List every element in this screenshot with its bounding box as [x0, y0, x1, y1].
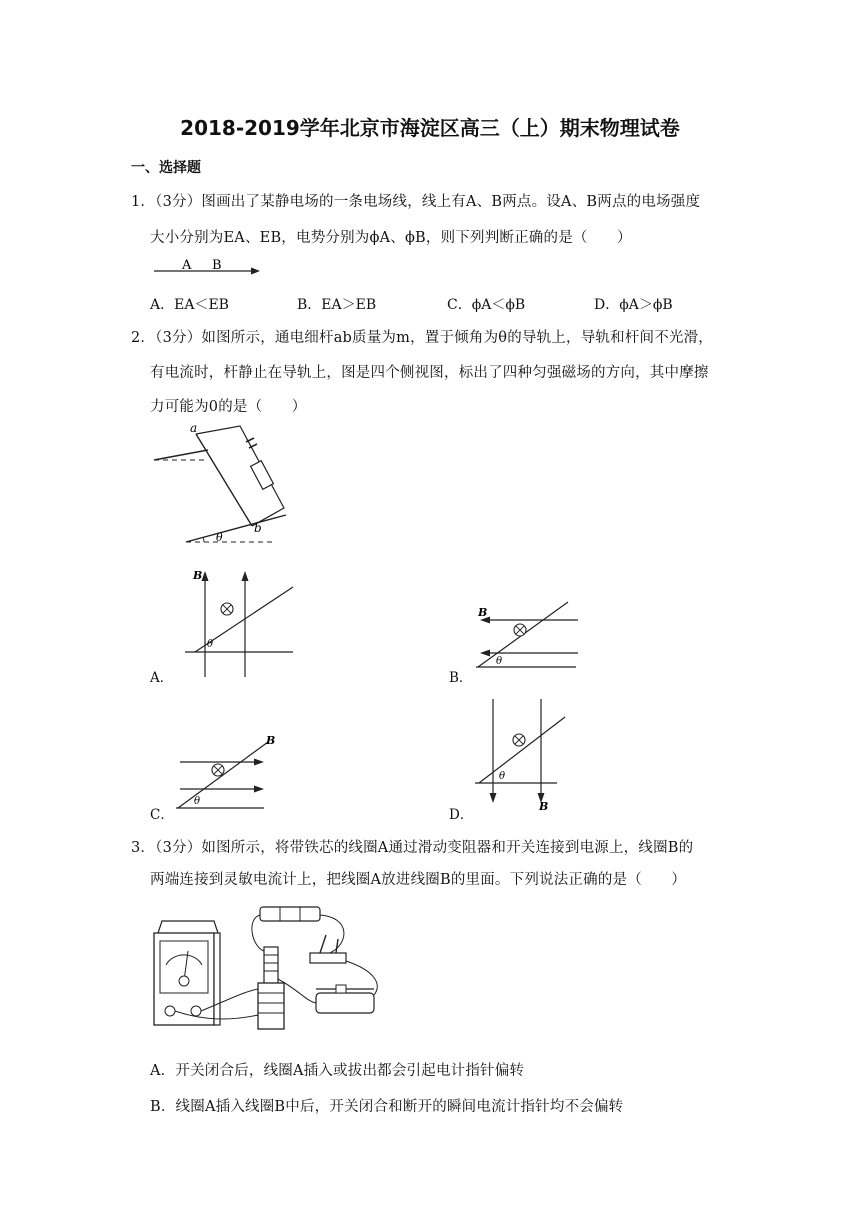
- arrow-up-icon: [202, 571, 209, 581]
- q2-figure-a: [175, 565, 305, 683]
- point-b-label: B: [212, 258, 222, 273]
- galvanometer: [154, 921, 220, 1025]
- rheostat: [316, 985, 374, 1013]
- switch: [310, 935, 346, 963]
- q1-text-line1: 1．（3分）图画出了某静电场的一条电场线，线上有A、B两点。设A、B两点的电场强度: [131, 194, 701, 210]
- theta-label: θ: [499, 771, 506, 782]
- label-a: a: [190, 421, 198, 435]
- upper-rail: [154, 450, 208, 460]
- q2-text-line2: 有电流时，杆静止在导轨上，图是四个侧视图，标出了四种匀强磁场的方向，其中摩擦: [150, 365, 709, 381]
- arrow-down-icon: [490, 793, 497, 803]
- resistor: [251, 461, 274, 490]
- q3-apparatus-figure: [150, 895, 390, 1035]
- q2-option-c: C．: [150, 807, 174, 823]
- q2-figure-b: [472, 598, 584, 676]
- q2-option-d: D．: [449, 807, 474, 823]
- label-theta: θ: [216, 531, 223, 544]
- battery: [260, 907, 320, 921]
- theta-label: θ: [194, 796, 201, 807]
- field-b-label: B: [193, 569, 203, 582]
- incline-line: [479, 717, 565, 783]
- field-b-label: B: [539, 800, 549, 813]
- field-b-label: B: [478, 606, 488, 619]
- q1-text-line2: 大小分别为EA、EB，电势分别为ϕA、ϕB，则下列判断正确的是（ ）: [150, 230, 632, 246]
- circuit-wire: [196, 426, 284, 526]
- point-a-label: A: [182, 258, 192, 273]
- wire: [346, 961, 377, 995]
- q1-option-c: C．ϕA＜ϕB: [447, 297, 526, 313]
- theta-label: θ: [496, 656, 503, 667]
- coil-a: [264, 947, 278, 987]
- q2-text-line1: 2．（3分）如图所示，通电细杆ab质量为m，置于倾角为θ的导轨上，导轨和杆间不光滑，: [131, 330, 714, 346]
- q3-option-b: B．线圈A插入线圈B中后，开关闭合和断开的瞬间电流计指针均不会偏转: [150, 1099, 624, 1115]
- field-b-label: B: [266, 734, 276, 747]
- q1-option-b: B．EA＞EB: [297, 297, 377, 313]
- label-b: b: [254, 521, 262, 535]
- section-heading: 一、选择题: [131, 160, 201, 176]
- field-line-arrow-icon: [251, 268, 260, 275]
- q2-figure-c: [172, 732, 284, 812]
- q3-option-a: A．开关闭合后，线圈A插入或拔出都会引起电计指针偏转: [150, 1063, 525, 1079]
- arrow-left-icon: [480, 650, 490, 657]
- theta-label: θ: [207, 639, 214, 650]
- q2-text-line3: 力可能为0的是（ ）: [150, 399, 307, 415]
- q3-text-line1: 3．（3分）如图所示，将带铁芯的线圈A通过滑动变阻器和开关连接到电源上，线圈B的: [131, 840, 694, 856]
- q2-incline-figure: [150, 420, 290, 550]
- q2-figure-d: [473, 697, 573, 813]
- arrow-right-icon: [254, 759, 264, 766]
- coil-b: [258, 983, 284, 1029]
- q2-option-a: A．: [150, 670, 174, 686]
- arrow-up-icon: [242, 571, 249, 581]
- page-title: 2018-2019学年北京市海淀区高三（上）期末物理试卷: [180, 116, 680, 140]
- rod-ab: [196, 434, 252, 526]
- q2-option-b: B．: [449, 670, 473, 686]
- q1-option-a: A．EA＜EB: [150, 297, 229, 313]
- incline-line: [178, 742, 268, 808]
- q1-option-d: D．ϕA＞ϕB: [594, 297, 673, 313]
- q3-text-line2: 两端连接到灵敏电流计上，把线圈A放进线圈B的里面。下列说法正确的是（ ）: [150, 872, 687, 888]
- wire: [320, 915, 344, 953]
- arrow-right-icon: [254, 786, 264, 793]
- q1-field-line-figure: [148, 256, 268, 280]
- lower-rail: [186, 515, 286, 542]
